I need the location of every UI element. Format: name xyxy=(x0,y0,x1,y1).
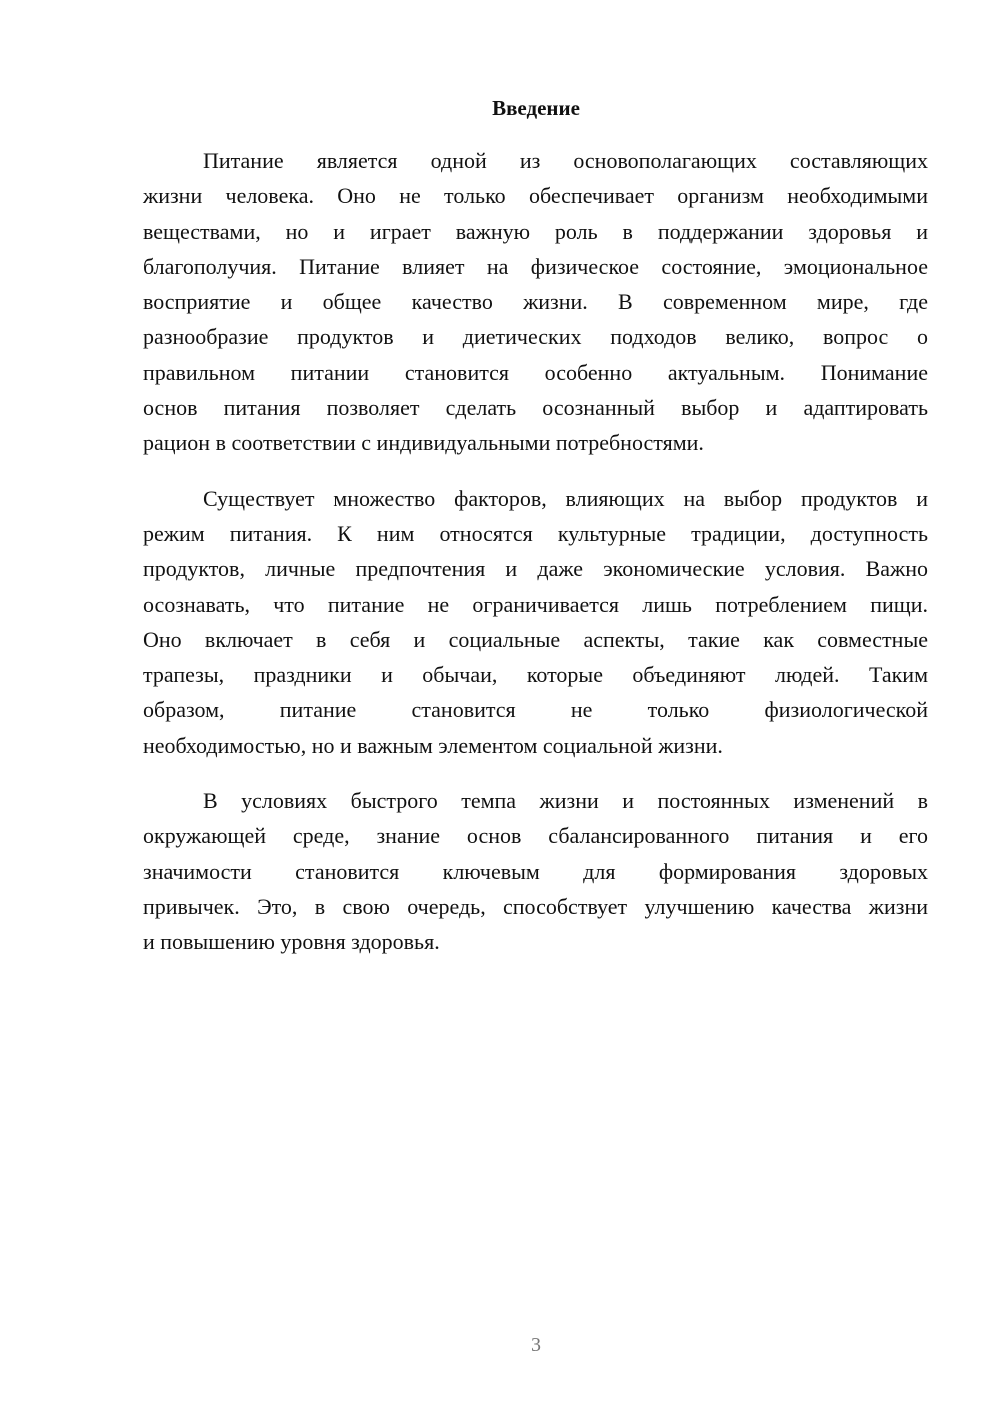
text-line: жизни человека. Оно не только обеспечивает организм необходимыми xyxy=(143,183,928,209)
text-line: Питание является одной из основополагающих составляющих xyxy=(203,148,928,173)
page-number: 3 xyxy=(531,1334,541,1356)
text-line: благополучия. Питание влияет на физическое состояние, эмоциональное xyxy=(143,253,928,279)
paragraph xyxy=(143,783,928,959)
text-line: В условиях быстрого темпа жизни и постоянных изменений в xyxy=(203,788,928,814)
document-body xyxy=(143,143,928,980)
text-line: веществами, но и играет важную роль в поддержании здоровья и xyxy=(143,218,928,244)
text-line: значимости становится ключевым для формирования здоровых xyxy=(143,858,928,884)
section-title: Введение xyxy=(492,96,580,120)
text-line: режим питания. К ним относятся культурные традиции, доступность xyxy=(143,520,928,546)
text-line: и повышению уровня здоровья. xyxy=(143,929,440,955)
paragraph xyxy=(143,481,928,763)
text-line: Оно включает в себя и социальные аспекты, такие как совместные xyxy=(143,626,928,652)
text-line: осознавать, что питание не ограничивается лишь потреблением пищи. xyxy=(143,591,928,617)
text-line: трапезы, праздники и обычаи, которые объединяют людей. Таким xyxy=(143,662,928,688)
text-line: привычек. Это, в свою очередь, способствует улучшению качества жизни xyxy=(143,893,928,919)
paragraph xyxy=(143,143,928,461)
text-line: окружающей среде, знание основ сбалансированного питания и его xyxy=(143,823,928,849)
text-line: образом, питание становится не только физиологической xyxy=(143,697,928,723)
text-line: необходимостью, но и важным элементом социальной жизни. xyxy=(143,732,723,758)
text-line: основ питания позволяет сделать осознанный выбор и адаптировать xyxy=(143,395,928,421)
text-line: Существует множество факторов, влияющих на выбор продуктов и xyxy=(203,485,928,511)
text-line: правильном питании становится особенно актуальным. Понимание xyxy=(143,359,928,385)
text-line: продуктов, личные предпочтения и даже экономические условия. Важно xyxy=(143,556,928,582)
text-line: рацион в соответствии с индивидуальными потребностями. xyxy=(143,430,704,456)
text-line: восприятие и общее качество жизни. В современном мире, где xyxy=(143,289,928,315)
text-line: разнообразие продуктов и диетических подходов велико, вопрос о xyxy=(143,324,928,350)
